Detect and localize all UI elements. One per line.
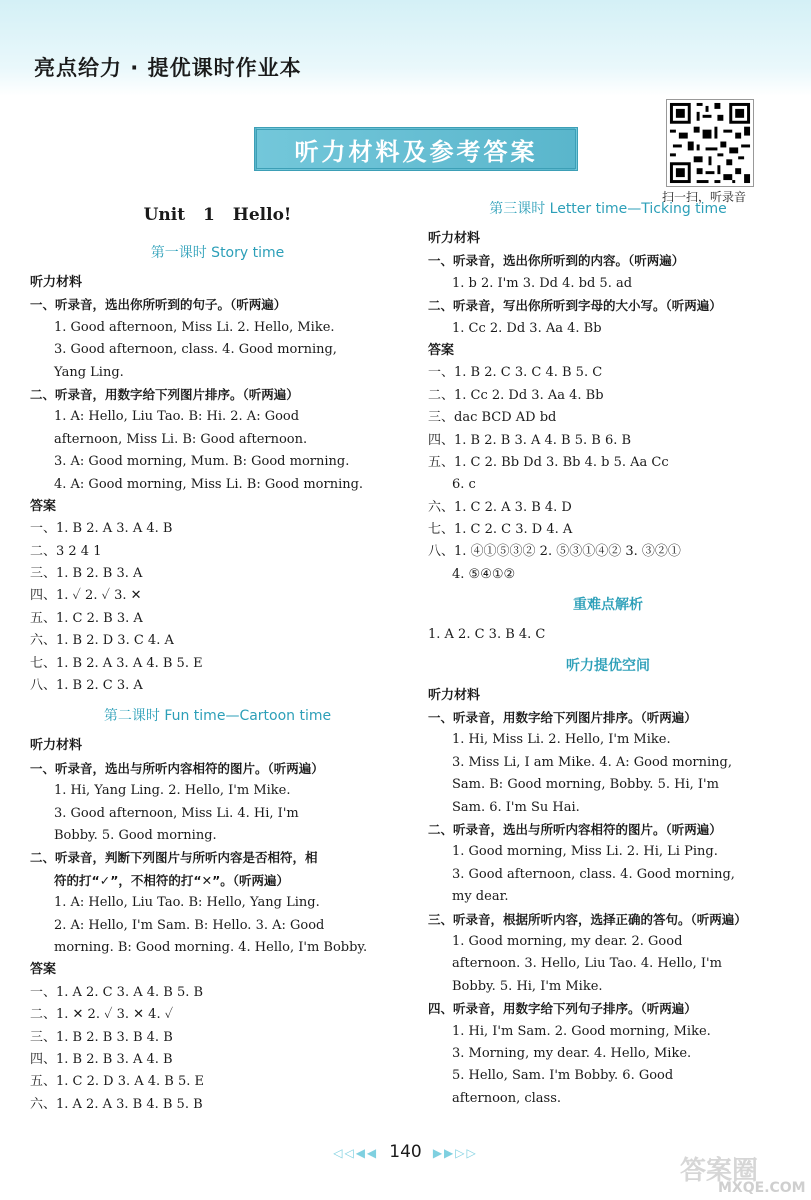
text-line: 1. Cc 2. Dd 3. Aa 4. Bb bbox=[452, 320, 602, 336]
watermark-logo bbox=[680, 1150, 806, 1196]
text-line: 1. Good afternoon, Miss Li. 2. Hello, Mike. bbox=[54, 319, 335, 335]
text-line: 3. Morning, my dear. 4. Hello, Mike. bbox=[452, 1045, 692, 1061]
text-line: Bobby. 5. Good morning. bbox=[54, 827, 217, 843]
answer-line: 五、1. C 2. B 3. A bbox=[30, 610, 143, 626]
answer-line: 三、1. B 2. B 3. A bbox=[30, 566, 143, 582]
right-column bbox=[428, 196, 788, 1110]
answer-line: 三、dac BCD AD bd bbox=[428, 410, 557, 426]
text-line: afternoon. 3. Hello, Liu Tao. 4. Hello, I'm bbox=[452, 956, 722, 972]
text-line: 2. A: Hello, I'm Sam. B: Hello. 3. A: Good bbox=[54, 917, 325, 933]
text-line: 3. Good afternoon, Miss Li. 4. Hi, I'm bbox=[54, 805, 299, 821]
text-line: Sam. B: Good morning, Bobby. 5. Hi, I'm bbox=[452, 777, 719, 793]
answer-line: 六、1. C 2. A 3. B 4. D bbox=[428, 499, 572, 515]
qr-code-icon[interactable] bbox=[666, 99, 754, 187]
answer-line: 二、3 2 4 1 bbox=[30, 543, 102, 559]
question-heading: 一、听录音，选出你所听到的内容。（听两遍） bbox=[428, 253, 685, 269]
text-line: 4. A: Good morning, Miss Li. B: Good morning. bbox=[54, 476, 364, 492]
section-label: 听力材料 bbox=[428, 687, 481, 703]
text-line: 3. Miss Li, I am Mike. 4. A: Good morning, bbox=[452, 754, 732, 770]
question-heading: 四、听录音，用数字给下列句子排序。（听两遍） bbox=[428, 1001, 697, 1017]
text-line: 1. A: Hello, Liu Tao. B: Hi. 2. A: Good bbox=[54, 409, 300, 425]
lesson1-heading: 第一课时 Story time bbox=[150, 245, 285, 261]
answer-line: 一、1. B 2. C 3. C 4. B 5. C bbox=[428, 365, 603, 381]
answer-line: 六、1. A 2. A 3. B 4. B 5. B bbox=[30, 1096, 203, 1112]
difficulty-heading: 重难点解析 bbox=[573, 597, 643, 614]
page-title: 听力材料及参考答案 bbox=[294, 137, 538, 166]
question-heading: 符的打“✓”，不相符的打“✕”。（听两遍） bbox=[54, 872, 290, 888]
answer-line: 4. ⑤④①② bbox=[452, 566, 516, 582]
title-banner bbox=[254, 127, 578, 171]
question-heading: 二、听录音，用数字给下列图片排序。（听两遍） bbox=[30, 386, 299, 402]
answer-line: 四、1. ✓ 2. ✓ 3. ✕ bbox=[30, 588, 142, 604]
text-line: afternoon, class. bbox=[452, 1090, 562, 1106]
text-line: afternoon, Miss Li. B: Good afternoon. bbox=[54, 431, 308, 447]
answers-label: 答案 bbox=[30, 498, 57, 514]
answer-line: 五、1. C 2. Bb Dd 3. Bb 4. b 5. Aa Cc bbox=[428, 454, 669, 470]
watermark-text: 答案圈 bbox=[680, 1156, 759, 1186]
lesson2-heading: 第二课时 Fun time—Cartoon time bbox=[103, 708, 332, 725]
text-line: morning. B: Good morning. 4. Hello, I'm Bobby. bbox=[54, 939, 368, 955]
answer-line: 八、1. B 2. C 3. A bbox=[30, 678, 143, 694]
answer-line: 八、1. ④①⑤③② 2. ⑤③①④② 3. ③②① bbox=[428, 544, 681, 560]
answers-label: 答案 bbox=[428, 342, 455, 358]
text-line: Bobby. 5. Hi, I'm Mike. bbox=[452, 978, 603, 994]
left-column bbox=[30, 196, 405, 1116]
answer-line: 一、1. A 2. C 3. A 4. B 5. B bbox=[30, 984, 204, 1000]
question-heading: 三、听录音，根据所听内容，选择正确的答句。（听两遍） bbox=[428, 911, 747, 927]
section-label: 听力材料 bbox=[428, 231, 481, 246]
lesson3-heading: 第三课时 Letter time—Ticking time bbox=[489, 201, 727, 217]
section-label: 听力材料 bbox=[30, 738, 83, 754]
answer-line: 三、1. B 2. B 3. B 4. B bbox=[30, 1029, 173, 1045]
answer-line: 6. c bbox=[452, 477, 476, 493]
text-line: my dear. bbox=[452, 889, 509, 905]
unit-title: Unit 1 Hello! bbox=[143, 205, 292, 225]
answer-line: 一、1. B 2. A 3. A 4. B bbox=[30, 521, 173, 537]
text-line: 1. b 2. I'm 3. Dd 4. bd 5. ad bbox=[452, 275, 633, 291]
answer-line: 1. A 2. C 3. B 4. C bbox=[428, 627, 546, 643]
answer-line: 六、1. B 2. D 3. C 4. A bbox=[30, 633, 174, 649]
text-line: Sam. 6. I'm Su Hai. bbox=[452, 799, 580, 815]
question-heading: 二、听录音，写出你所听到字母的大小写。（听两遍） bbox=[428, 298, 722, 314]
text-line: 1. Hi, Yang Ling. 2. Hello, I'm Mike. bbox=[54, 783, 291, 799]
listening-plus-heading: 听力提优空间 bbox=[566, 657, 650, 674]
text-line: 3. Good afternoon, class. 4. Good morning, bbox=[54, 342, 337, 358]
answers-label: 答案 bbox=[30, 962, 57, 978]
text-line: 1. Hi, Miss Li. 2. Hello, I'm Mike. bbox=[452, 732, 671, 748]
answer-line: 二、1. Cc 2. Dd 3. Aa 4. Bb bbox=[428, 387, 604, 403]
text-line: 1. Good morning, my dear. 2. Good bbox=[452, 933, 683, 949]
text-line: 1. Hi, I'm Sam. 2. Good morning, Mike. bbox=[452, 1023, 711, 1039]
question-heading: 一、听录音，选出与所听内容相符的图片。（听两遍） bbox=[30, 760, 324, 776]
answer-line: 五、1. C 2. D 3. A 4. B 5. E bbox=[30, 1074, 205, 1090]
answer-line: 四、1. B 2. B 3. A 4. B 5. B 6. B bbox=[428, 432, 632, 448]
question-heading: 一、听录音，用数字给下列图片排序。（听两遍） bbox=[428, 710, 697, 726]
watermark-url: MXQE.COM bbox=[718, 1180, 806, 1196]
left-arrows-icon: ◁◁◀◀ bbox=[333, 1146, 379, 1160]
qr-caption: 扫一扫，听录音 bbox=[662, 190, 747, 204]
text-line: 3. Good afternoon, class. 4. Good morning, bbox=[452, 866, 735, 882]
question-heading: 二、听录音，判断下列图片与所听内容是否相符，相 bbox=[30, 850, 318, 866]
question-heading: 二、听录音，选出与所听内容相符的图片。（听两遍） bbox=[428, 821, 722, 837]
answer-line: 二、1. ✕ 2. ✓ 3. ✕ 4. ✓ bbox=[30, 1007, 174, 1023]
text-line: Yang Ling. bbox=[54, 364, 124, 380]
book-brand: 亮点给力 · 提优课时作业本 bbox=[34, 56, 302, 80]
page-number: 140 bbox=[389, 1142, 422, 1162]
section-label: 听力材料 bbox=[30, 275, 83, 290]
right-arrows-icon: ▶▶▷▷ bbox=[432, 1146, 478, 1160]
answer-line: 四、1. B 2. B 3. A 4. B bbox=[30, 1051, 173, 1067]
text-line: 5. Hello, Sam. I'm Bobby. 6. Good bbox=[452, 1068, 674, 1084]
text-line: 3. A: Good morning, Mum. B: Good morning. bbox=[54, 454, 350, 470]
text-line: 1. A: Hello, Liu Tao. B: Hello, Yang Ling. bbox=[54, 895, 320, 911]
question-heading: 一、听录音，选出你所听到的句子。（听两遍） bbox=[30, 297, 287, 313]
answer-line: 七、1. C 2. C 3. D 4. A bbox=[428, 522, 573, 538]
answer-line: 七、1. B 2. A 3. A 4. B 5. E bbox=[30, 655, 203, 671]
text-line: 1. Good morning, Miss Li. 2. Hi, Li Ping. bbox=[452, 844, 718, 860]
